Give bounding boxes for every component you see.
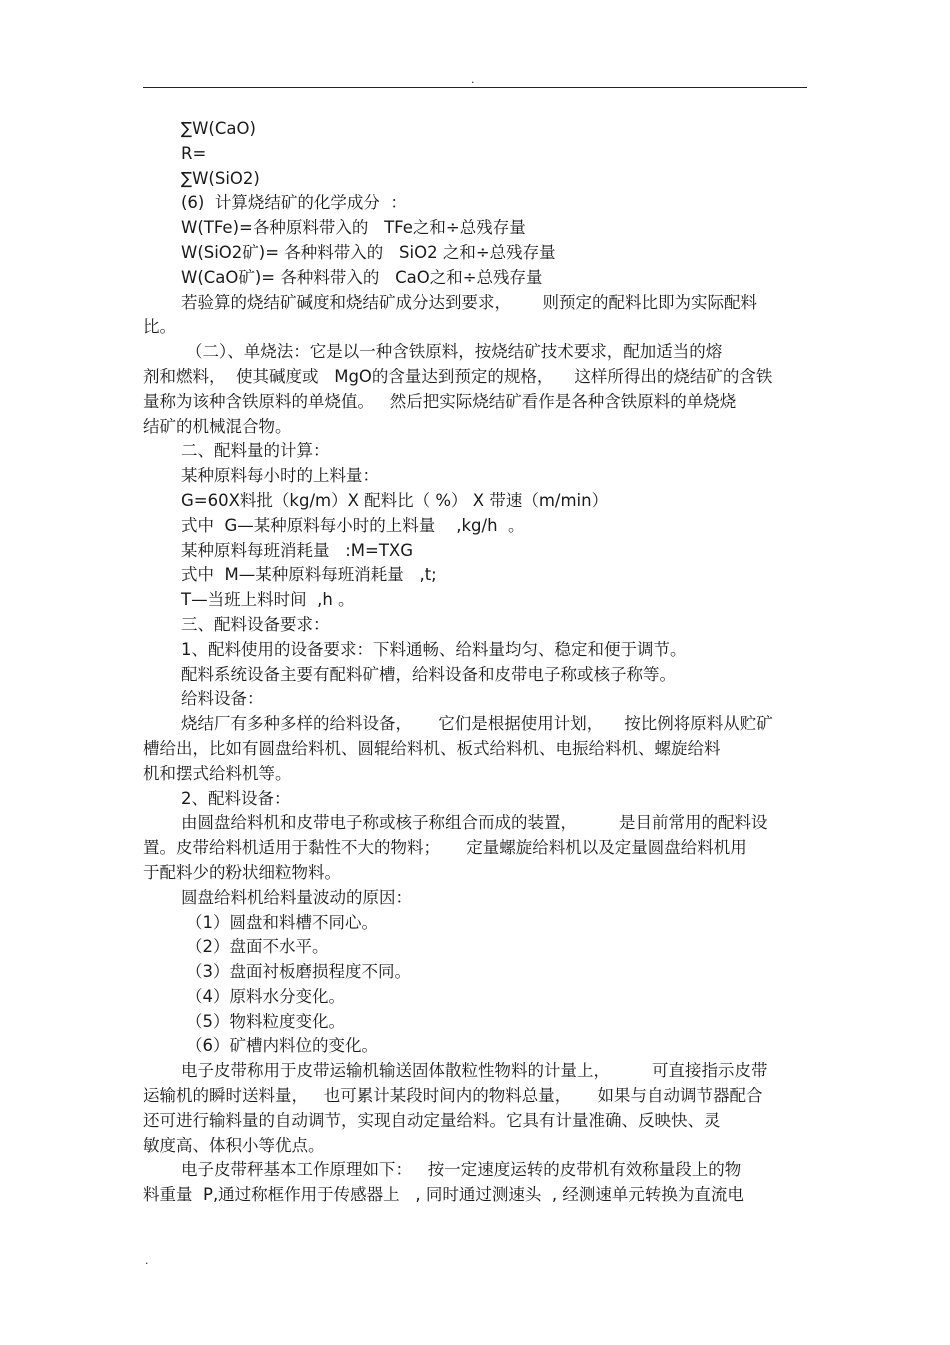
text-line: 机和摆式给料机等。 — [143, 763, 292, 783]
text-line: 置。皮带给料机适用于黏性不大的物料； 定量螺旋给料机以及定量圆盘给料机用 — [143, 838, 747, 858]
text-line: 式中 M—某种原料每班消耗量 ,t; — [181, 565, 437, 585]
page-header-mark: . — [471, 73, 475, 86]
document-body — [143, 117, 807, 1208]
list-item: （6）矿槽内料位的变化。 — [186, 1036, 378, 1056]
section-heading: （二）、单烧法：它是以一种含铁原料，按烧结矿技术要求，配加适当的熔 — [186, 342, 723, 362]
list-item: （2）盘面不水平。 — [186, 937, 329, 957]
text-line: 电子皮带秤基本工作原理如下： 按一定速度运转的皮带机有效称量段上的物 — [181, 1160, 742, 1180]
header-rule — [143, 87, 807, 88]
text-line: 若验算的烧结矿碱度和烧结矿成分达到要求， 则预定的配料比即为实际配料 — [181, 292, 757, 312]
text-line: 烧结厂有多种多样的给料设备， 它们是根据使用计划， 按比例将原料从贮矿 — [181, 714, 773, 734]
text-line: 比。 — [143, 317, 176, 337]
text-line: 给料设备： — [181, 689, 264, 709]
list-item: （1）圆盘和料槽不同心。 — [186, 912, 378, 932]
text-line: 式中 G—某种原料每小时的上料量 ,kg/h 。 — [181, 515, 525, 535]
text-line: 配料系统设备主要有配料矿槽，给料设备和皮带电子称或核子称等。 — [181, 664, 676, 684]
text-line: 1、配料使用的设备要求：下料通畅、给料量均匀、稳定和便于调节。 — [181, 639, 687, 659]
section-heading: 二、配料量的计算： — [181, 441, 330, 461]
text-line: 由圆盘给料机和皮带电子称或核子称组合而成的装置， 是目前常用的配料设 — [181, 813, 768, 833]
text-line: 于配料少的粉状细粒物料。 — [143, 862, 341, 882]
list-item: （4）原料水分变化。 — [186, 986, 345, 1006]
text-line: W(SiO2矿)= 各种料带入的 SiO2 之和÷总残存量 — [181, 242, 556, 262]
text-line: 结矿的机械混合物。 — [143, 416, 292, 436]
list-item: （3）盘面衬板磨损程度不同。 — [186, 962, 411, 982]
section-heading: 三、配料设备要求： — [181, 614, 330, 634]
formula-r: R= — [181, 143, 207, 163]
text-line: 敏度高、体积小等优点。 — [143, 1135, 325, 1155]
text-line: 某种原料每小时的上料量： — [181, 466, 379, 486]
text-line: 电子皮带称用于皮带运输机输送固体散粒性物料的计量上， 可直接指示皮带 — [181, 1061, 768, 1081]
page-footer-mark: . — [145, 1254, 149, 1267]
text-line: 圆盘给料机给料量波动的原因： — [181, 887, 412, 907]
text-line: 剂和燃料， 使其碱度或 MgO的含量达到预定的规格， 这样所得出的烧结矿的含铁 — [143, 366, 773, 386]
text-line: 还可进行输料量的自动调节，实现自动定量给料。它具有计量准确、反映快、灵 — [143, 1110, 721, 1130]
text-line: 料重量 P,通过称框作用于传感器上 , 同时通过测速头 , 经测速单元转换为直流电 — [143, 1185, 744, 1205]
formula-denominator: ∑W(SiO2) — [181, 168, 260, 188]
text-line: 槽给出，比如有圆盘给料机、圆辊给料机、板式给料机、电振给料机、螺旋给料 — [143, 738, 721, 758]
list-item: （5）物料粒度变化。 — [186, 1011, 345, 1031]
text-line: W(CaO矿)= 各种料带入的 CaO之和÷总残存量 — [181, 267, 543, 287]
text-line: (6) 计算烧结矿的化学成分 ： — [181, 193, 407, 213]
formula-numerator: ∑W(CaO) — [181, 119, 256, 138]
formula-line: 某种原料每班消耗量 :M=TXG — [181, 540, 414, 560]
text-line: 运输机的瞬时送料量， 也可累计某段时间内的物料总量， 如果与自动调节器配合 — [143, 1086, 763, 1106]
formula-line: G=60X料批（kg/m）X 配料比（ %） X 带速（m/min） — [181, 490, 609, 510]
text-line: 量称为该种含铁原料的单烧值。 然后把实际烧结矿看作是各种含铁原料的单烧烧 — [143, 391, 737, 411]
text-line: T—当班上料时间 ,h 。 — [181, 590, 355, 610]
text-line: W(TFe)=各种原料带入的 TFe之和÷总残存量 — [181, 218, 526, 238]
section-heading: 2、配料设备： — [181, 788, 291, 808]
